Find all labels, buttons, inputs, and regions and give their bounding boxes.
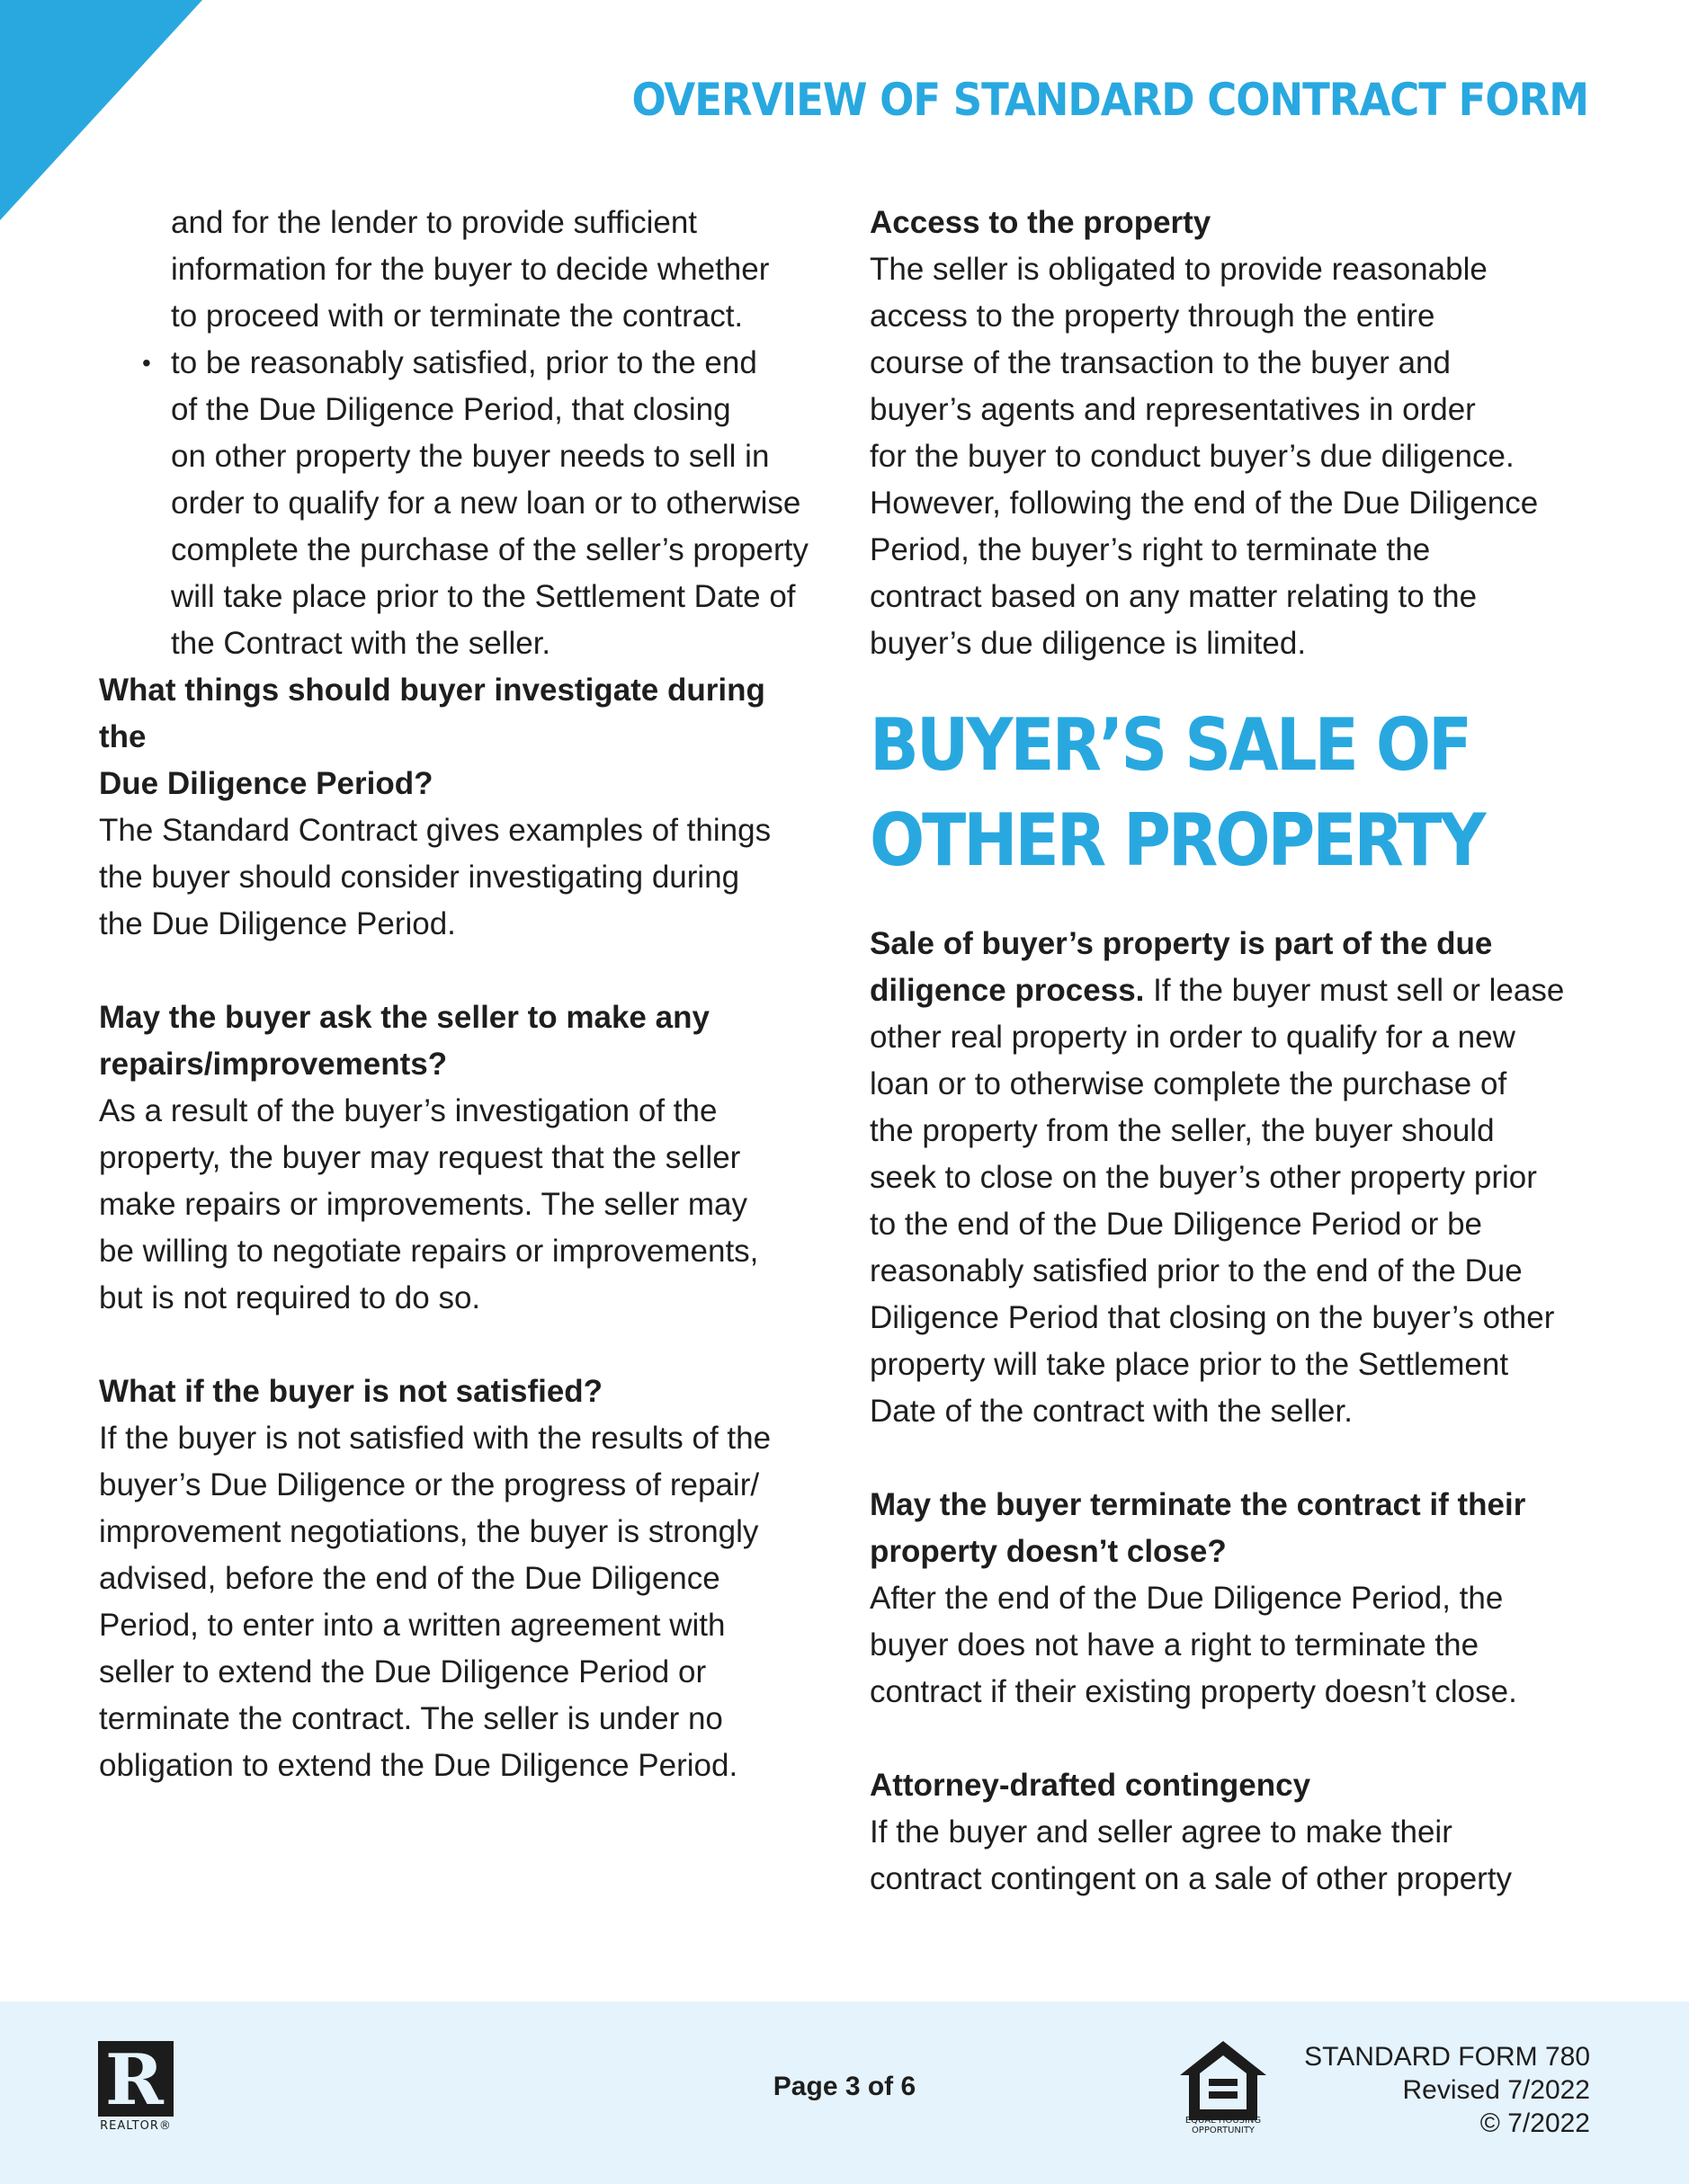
answer-text: If the buyer is not satisfied with the results of the buyer’s Due Diligence or the progress of repair/ improvement negotiations, the buyer is strongly advised, before the end of the Due Diligence Period, to enter into a written agreement with seller to extend the Due Diligence Period or terminate the contract. The seller is under no obligation to extend the Due Diligence Period. (99, 1421, 772, 1783)
question-heading: What if the buyer is not satisfied? (99, 1374, 603, 1409)
question-heading: What things should buyer investigate during the Due Diligence Period? (99, 673, 765, 801)
list-item: • to be reasonably satisfied, prior to the end of the Due Diligence Period, that closing on other property the buyer needs to sell in order to qualify for a new loan or to otherwise complete the purchase of the seller’s property will take place prior to the Settlement Date of the Contract with the seller. (171, 340, 818, 667)
form-info: STANDARD FORM 780 Revised 7/2022 © 7/2022 (1304, 2042, 1590, 2138)
bullet-list (99, 200, 818, 667)
qa-not-satisfied (99, 1368, 818, 1789)
qa-attorney (870, 1762, 1596, 1903)
section-title: BUYER’S SALE OF OTHER PROPERTY (870, 703, 1484, 882)
answer-text: The seller is obligated to provide reasonable access to the property through the entire course of the transaction to the buyer and buyer’s agents and representatives in order for the buyer to conduct buyer’s due diligence. However, following the end of the Due Diligence Period, the buyer’s right to terminate the contract based on any matter relating to the buyer’s due diligence is limited. (870, 252, 1539, 661)
realtor-logo-icon: R REALTOR® (97, 2041, 174, 2133)
question-heading: Attorney-drafted contingency (870, 1768, 1311, 1803)
answer-text: After the end of the Due Diligence Period, the buyer does not have a right to terminate the contract if their existing property doesn’t close. (870, 1581, 1517, 1709)
qa-terminate (870, 1482, 1596, 1716)
page-header-title: OVERVIEW OF STANDARD CONTRACT FORM (631, 74, 1588, 126)
page-footer (0, 2001, 1689, 2184)
left-column (99, 200, 818, 1836)
question-heading: May the buyer ask the seller to make any repairs/improvements? (99, 1000, 710, 1082)
qa-repairs (99, 994, 818, 1322)
question-heading: May the buyer terminate the contract if their property doesn’t close? (870, 1487, 1526, 1569)
sale-paragraph: Sale of buyer’s property is part of the due diligence process. If the buyer must sell or lease other real property in order to qualify for a new loan or to otherwise complete the purchase of the property from the seller, the buyer should seek to close on the buyer’s other property prior to the end of the Due Diligence Period or be reasonably satisfied prior to the end of the Due Diligence Period that closing on the buyer’s other property will take place prior to the Settlement Date of the contract with the seller. (870, 926, 1565, 1429)
answer-text: If the buyer and seller agree to make their contract contingent on a sale of other property (870, 1814, 1513, 1896)
qa-access (870, 200, 1596, 667)
right-column (870, 200, 1596, 1903)
list-item: and for the lender to provide sufficient information for the buyer to decide whether to proceed with or terminate the contract. (171, 205, 770, 334)
qa-investigate (99, 667, 818, 948)
page-number: Page 3 of 6 (773, 2072, 916, 2101)
equal-housing-label: EQUAL HOUSING OPPORTUNITY (1184, 2116, 1262, 2135)
answer-text: As a result of the buyer’s investigation of the property, the buyer may request that the seller make repairs or improvements. The seller may be willing to negotiate repairs or improvements, but is not required to do so. (99, 1093, 759, 1315)
corner-accent (0, 0, 202, 220)
answer-text: The Standard Contract gives examples of things the buyer should consider investigating during the Due Diligence Period. (99, 813, 772, 941)
question-heading: Access to the property (870, 205, 1211, 240)
